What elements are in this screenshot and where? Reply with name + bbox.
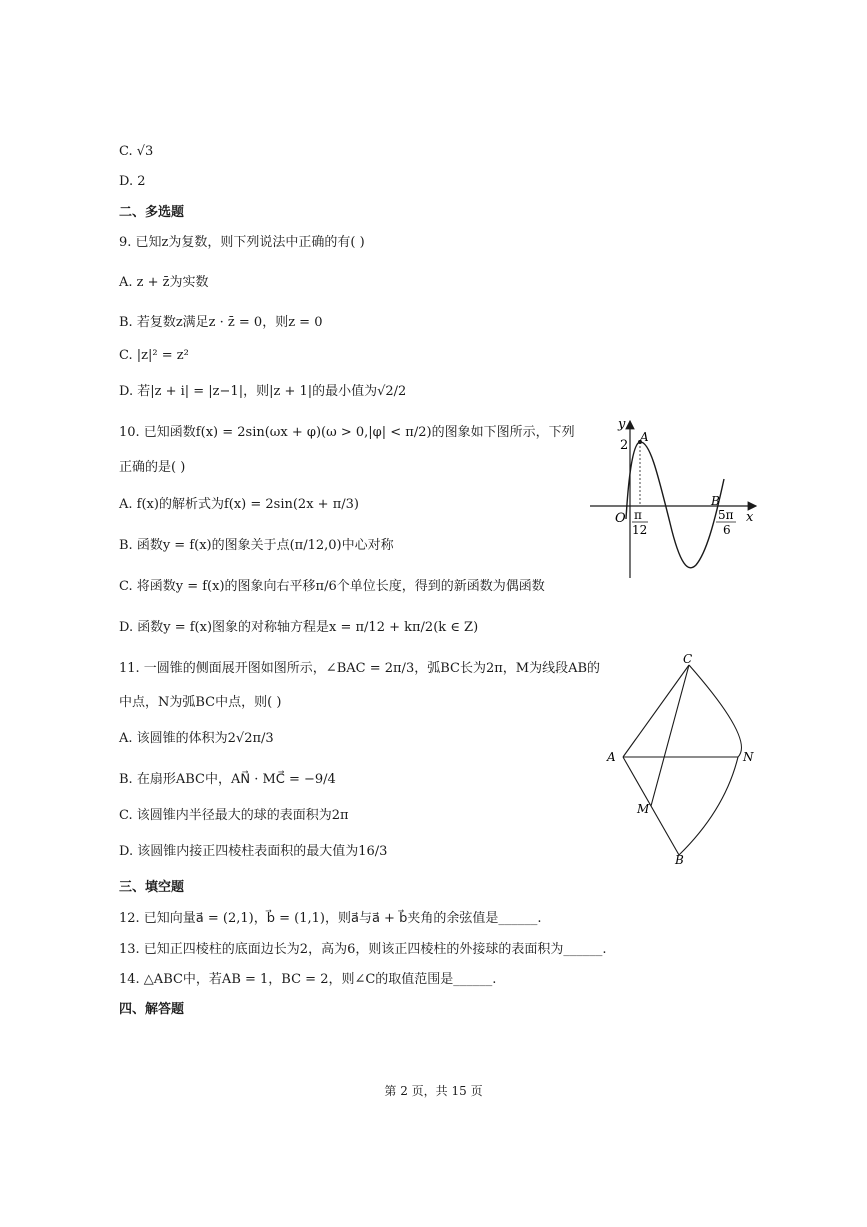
q9-option-c: C. |z|² = z² bbox=[119, 348, 189, 363]
question-10-cont: 正确的是( ) bbox=[119, 460, 186, 475]
section-heading-answer: 四、解答题 bbox=[119, 1002, 185, 1017]
q10-option-b: B. 函数y = f(x)的图象关于点(π/12,0)中心对称 bbox=[119, 538, 394, 553]
tick2-num: 5π bbox=[718, 508, 734, 522]
q10-option-d: D. 函数y = f(x)图象的对称轴方程是x = π/12 + kπ/2(k ∈ Z) bbox=[119, 620, 479, 635]
sine-graph bbox=[588, 415, 768, 585]
sine-curve bbox=[626, 442, 724, 568]
q11-option-c: C. 该圆锥内半径最大的球的表面积为2π bbox=[119, 808, 349, 823]
point-a-label: A bbox=[640, 430, 649, 444]
q10-option-c: C. 将函数y = f(x)的图象向右平移π/6个单位长度，得到的新函数为偶函数 bbox=[119, 579, 545, 594]
peak-value-label: 2 bbox=[620, 438, 629, 453]
label-a: A bbox=[607, 750, 616, 764]
question-13: 13. 已知正四棱柱的底面边长为2，高为6，则该正四棱柱的外接球的表面积为______. bbox=[119, 942, 607, 957]
q11-option-b: B. 在扇形ABC中，AN⃗ · MC⃗ = −9/4 bbox=[119, 772, 336, 787]
origin-label: O bbox=[615, 511, 626, 526]
question-11: 11. 一圆锥的侧面展开图如图所示，∠BAC = 2π/3，弧BC长为2π，M为线段AB的 bbox=[119, 661, 601, 676]
section-heading-fill-blank: 三、填空题 bbox=[119, 880, 185, 895]
option-c-q8: C. √3 bbox=[119, 144, 154, 159]
question-10: 10. 已知函数f(x) = 2sin(ωx + φ)(ω > 0,|φ| < π/2)的图象如下图所示，下列 bbox=[119, 425, 575, 440]
label-c: C bbox=[683, 652, 693, 666]
sector-diagram bbox=[605, 650, 755, 865]
q10-option-a: A. f(x)的解析式为f(x) = 2sin(2x + π/3) bbox=[119, 497, 359, 512]
label-m: M bbox=[637, 802, 650, 816]
arc-bc bbox=[679, 665, 741, 855]
q9-option-a: A. z + z̄为实数 bbox=[119, 275, 209, 290]
page-footer: 第 2 页，共 15 页 bbox=[384, 1084, 483, 1098]
question-9: 9. 已知z为复数，则下列说法中正确的有( ) bbox=[119, 235, 365, 250]
label-n: N bbox=[743, 750, 754, 764]
tick2-den: 6 bbox=[723, 523, 731, 537]
section-heading-multi-choice: 二、多选题 bbox=[119, 205, 185, 220]
q9-option-b: B. 若复数z满足z · z̄ = 0，则z = 0 bbox=[119, 315, 323, 330]
point-b-label: B bbox=[711, 494, 720, 508]
label-b: B bbox=[675, 853, 684, 867]
q11-option-d: D. 该圆锥内接正四棱柱表面积的最大值为16/3 bbox=[119, 844, 388, 859]
question-12: 12. 已知向量a⃗ = (2,1)，b⃗ = (1,1)，则a⃗与a⃗ + b⃗夹角的余弦值是______. bbox=[119, 911, 542, 926]
q11-option-a: A. 该圆锥的体积为2√2π/3 bbox=[119, 731, 274, 746]
option-d-q8: D. 2 bbox=[119, 174, 146, 189]
y-axis-label: y bbox=[618, 417, 626, 432]
segment-ac bbox=[623, 665, 689, 757]
question-14: 14. △ABC中，若AB = 1，BC = 2，则∠C的取值范围是______. bbox=[119, 972, 497, 987]
segment-mc bbox=[651, 665, 689, 806]
x-axis-label: x bbox=[746, 510, 754, 525]
q9-option-d: D. 若|z + i| = |z−1|，则|z + 1|的最小值为√2/2 bbox=[119, 384, 407, 399]
question-11-cont: 中点，N为弧BC中点，则( ) bbox=[119, 695, 282, 710]
tick1-den: 12 bbox=[632, 523, 648, 537]
tick1-num: π bbox=[634, 508, 642, 522]
